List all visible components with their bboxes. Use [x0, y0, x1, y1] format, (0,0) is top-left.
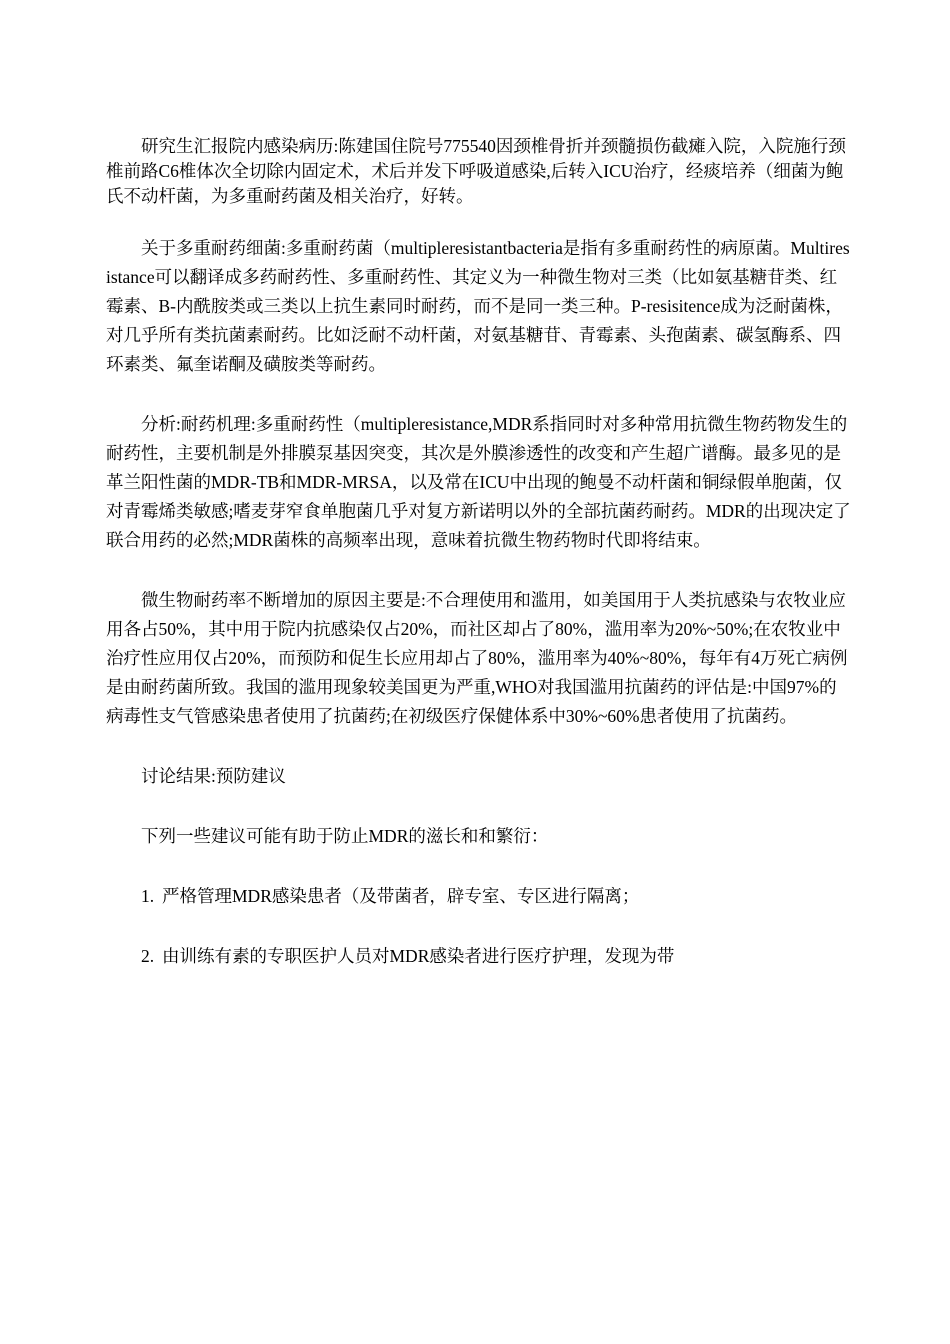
document-body [106, 134, 854, 1002]
discussion-heading: 讨论结果:预防建议 [141, 766, 286, 786]
list-item [106, 882, 854, 911]
mechanism-analysis-paragraph: 分析:耐药机理:多重耐药性（multipleresistance,MDR系指同时对多种常用抗微生物药物发生的耐药性，主要机制是外排膜泵基因突变，其次是外膜渗透性的改变和产生超广谱酶。最多见的是革兰阳性菌的MDR-TB和MDR-MRSA，以及常在ICU中出现的鲍曼不动杆菌和铜绿假单胞菌，仅对青霉烯类敏感;嗜麦芽窄食单胞菌几乎对复方新诺明以外的全部抗菌药耐药。MDR的出现决定了联合用药的必然;MDR菌株的高频率出现，意味着抗微生物药物时代即将结束。 [106, 414, 851, 550]
case-report-paragraph: 研究生汇报院内感染病历:陈建国住院号775540因颈椎骨折并颈髓损伤截瘫入院，入院施行颈椎前路C6椎体次全切除内固定术，术后并发下呼吸道感染,后转入ICU治疗，经痰培养（细菌为鲍氏不动杆菌，为多重耐药菌及相关治疗，好转。 [106, 136, 846, 206]
cause-paragraph: 微生物耐药率不断增加的原因主要是:不合理使用和滥用，如美国用于人类抗感染与农牧业应用各占50%，其中用于院内抗感染仅占20%，而社区却占了80%，滥用率为20%~50%;在农牧业中治疗性应用仅占20%，而预防和促生长应用却占了80%，滥用率为40%~80%，每年有4万死亡病例是由耐药菌所致。我国的滥用现象较美国更为严重,WHO对我国滥用抗菌药的评估是:中国97%的病毒性支气管感染患者使用了抗菌药;在初级医疗保健体系中30%~60%患者使用了抗菌药。 [106, 590, 848, 726]
list-item-number: 1. [141, 886, 155, 906]
list-item-text: 由训练有素的专职医护人员对MDR感染者进行医疗护理，发现为带 [162, 946, 675, 966]
list-item-text: 严格管理MDR感染患者（及带菌者，辟专室、专区进行隔离； [162, 886, 640, 906]
recommendations-intro: 下列一些建议可能有助于防止MDR的滋长和和繁衍： [141, 826, 549, 846]
mdr-definition-paragraph: 关于多重耐药细菌:多重耐药菌（multipleresistantbacteria是指有多重耐药性的病原菌。Multiresistance可以翻译成多药耐药性、多重耐药性、其定义为一种微生物对三类（比如氨基糖苷类、红霉素、B-内酰胺类或三类以上抗生素同时耐药，而不是同一类三种。P-resisitence成为泛耐菌株，对几乎所有类抗菌素耐药。比如泛耐不动杆菌，对氨基糖苷、青霉素、头孢菌素、碳氢酶系、四环素类、氟奎诺酮及磺胺类等耐药。 [106, 238, 850, 374]
list-item [106, 942, 854, 971]
list-item-number: 2. [141, 946, 155, 966]
